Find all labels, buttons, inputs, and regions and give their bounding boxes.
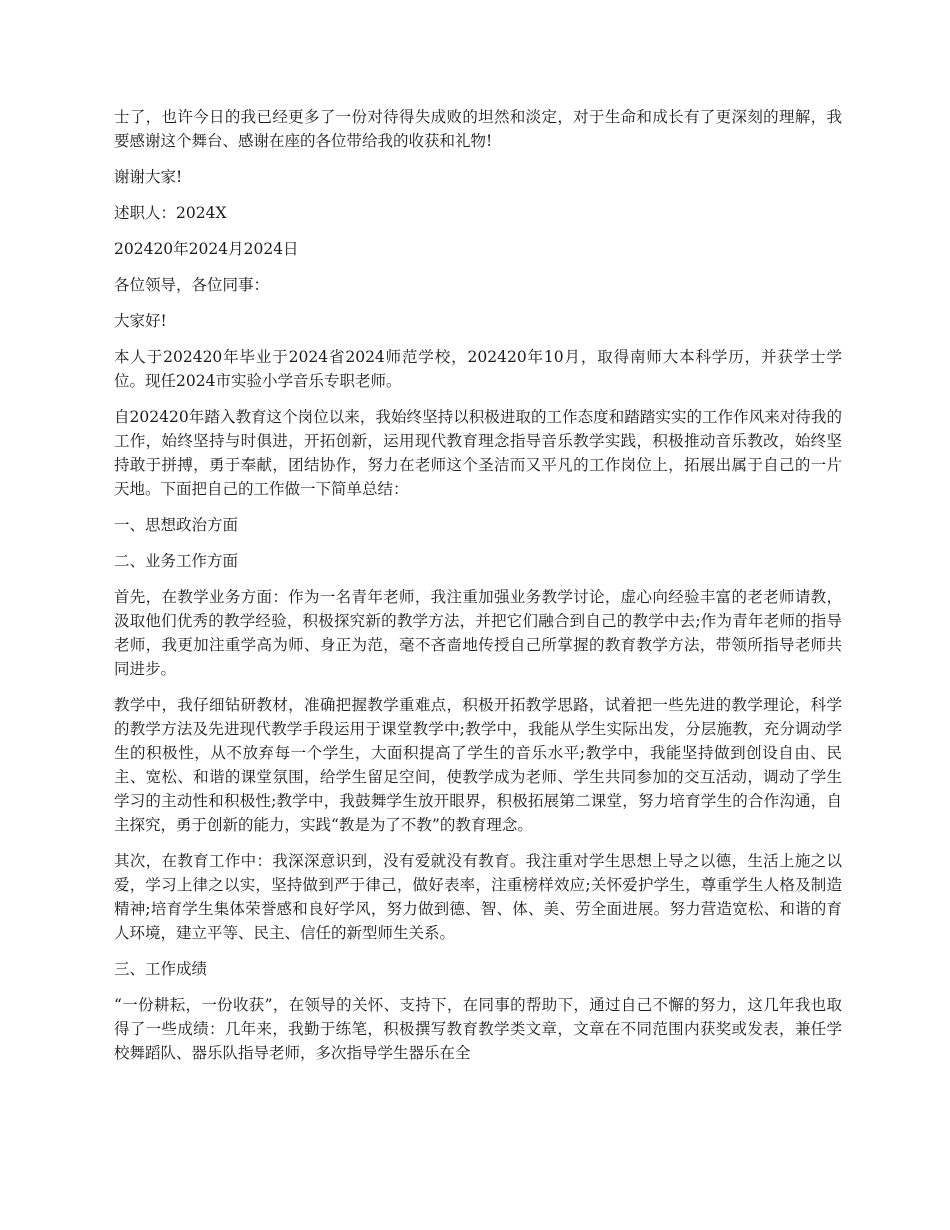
paragraph-achievements: “一份耕耘，一份收获”，在领导的关怀、支持下，在同事的帮助下，通过自己不懈的努力，这几年我也取得了一些成绩：几年来，我勤于练笔，积极撰写教育教学类文章，文章在不同范围内获奖或发表，兼任学校舞蹈队、器乐队指导老师，多次指导学生器乐在全	[114, 996, 842, 1062]
paragraph-teaching-business: 首先，在教学业务方面：作为一名青年老师，我注重加强业务教学讨论，虚心向经验丰富的老老师请教，汲取他们优秀的教学经验，积极探究新的教学方法，并把它们融合到自己的教学中去;作为青年老师的指导老师，我更加注重学高为师、身正为范，毫不吝啬地传授自己所掌握的教育教学方法，带领所指导老师共同进步。	[114, 588, 842, 678]
paragraph-salutation: 各位领导，各位同事：	[114, 276, 270, 294]
paragraph-education-work: 其次，在教育工作中：我深深意识到，没有爱就没有教育。我注重对学生思想上导之以德，生活上施之以爱，学习上律之以实，坚持做到严于律己，做好表率，注重榜样效应;关怀爱护学生，尊重学生人格及制造精神;培育学生集体荣誉感和良好学风，努力做到德、智、体、美、劳全面进展。努力营造宽松、和谐的育人环境，建立平等、民主、信任的新型师生关系。	[114, 852, 842, 942]
paragraph-teaching-practice: 教学中，我仔细钻研教材，准确把握教学重难点，积极开拓教学思路，试着把一些先进的教学理论，科学的教学方法及先进现代教学手段运用于课堂教学中;教学中，我能从学生实际出发，分层施教，充分调动学生的积极性，从不放弃每一个学生，大面积提高了学生的音乐水平;教学中，我能坚持做到创设自由、民主、宽松、和谐的课堂氛围，给学生留足空间，使教学成为老师、学生共同参加的交互活动，调动了学生学习的主动性和积极性;教学中，我鼓舞学生放开眼界，积极拓展第二课堂，努力培育学生的合作沟通，自主探究，勇于创新的能力，实践“教是为了不教”的教育理念。	[114, 696, 842, 834]
paragraph-thanks: 谢谢大家!	[114, 168, 183, 186]
paragraph-closing-remarks: 士了，也许今日的我已经更多了一份对待得失成败的坦然和淡定，对于生命和成长有了更深刻的理解，我要感谢这个舞台、感谢在座的各位带给我的收获和礼物!	[114, 108, 842, 150]
paragraph-introduction: 自202420年踏入教育这个岗位以来，我始终坚持以积极进取的工作态度和踏踏实实的工作作风来对待我的工作，始终坚持与时俱进，开拓创新，运用现代教育理念指导音乐教学实践，积极推动音乐教改，始终坚持敢于拼搏，勇于奉献，团结协作，努力在老师这个圣洁而又平凡的工作岗位上，拓展出属于自己的一片天地。下面把自己的工作做一下简单总结：	[114, 408, 842, 498]
section-heading-achievements: 三、工作成绩	[114, 960, 208, 978]
paragraph-greeting: 大家好!	[114, 312, 167, 330]
section-heading-work: 二、业务工作方面	[114, 552, 239, 570]
paragraph-background: 本人于202420年毕业于2024省2024师范学校，202420年10月，取得南师大本科学历，并获学士学位。现任2024市实验小学音乐专职老师。	[114, 348, 842, 390]
document-body	[114, 105, 842, 1077]
paragraph-reporter: 述职人：2024X	[114, 204, 227, 222]
section-heading-political: 一、思想政治方面	[114, 516, 239, 534]
paragraph-date: 202420年2024月2024日	[114, 240, 299, 258]
